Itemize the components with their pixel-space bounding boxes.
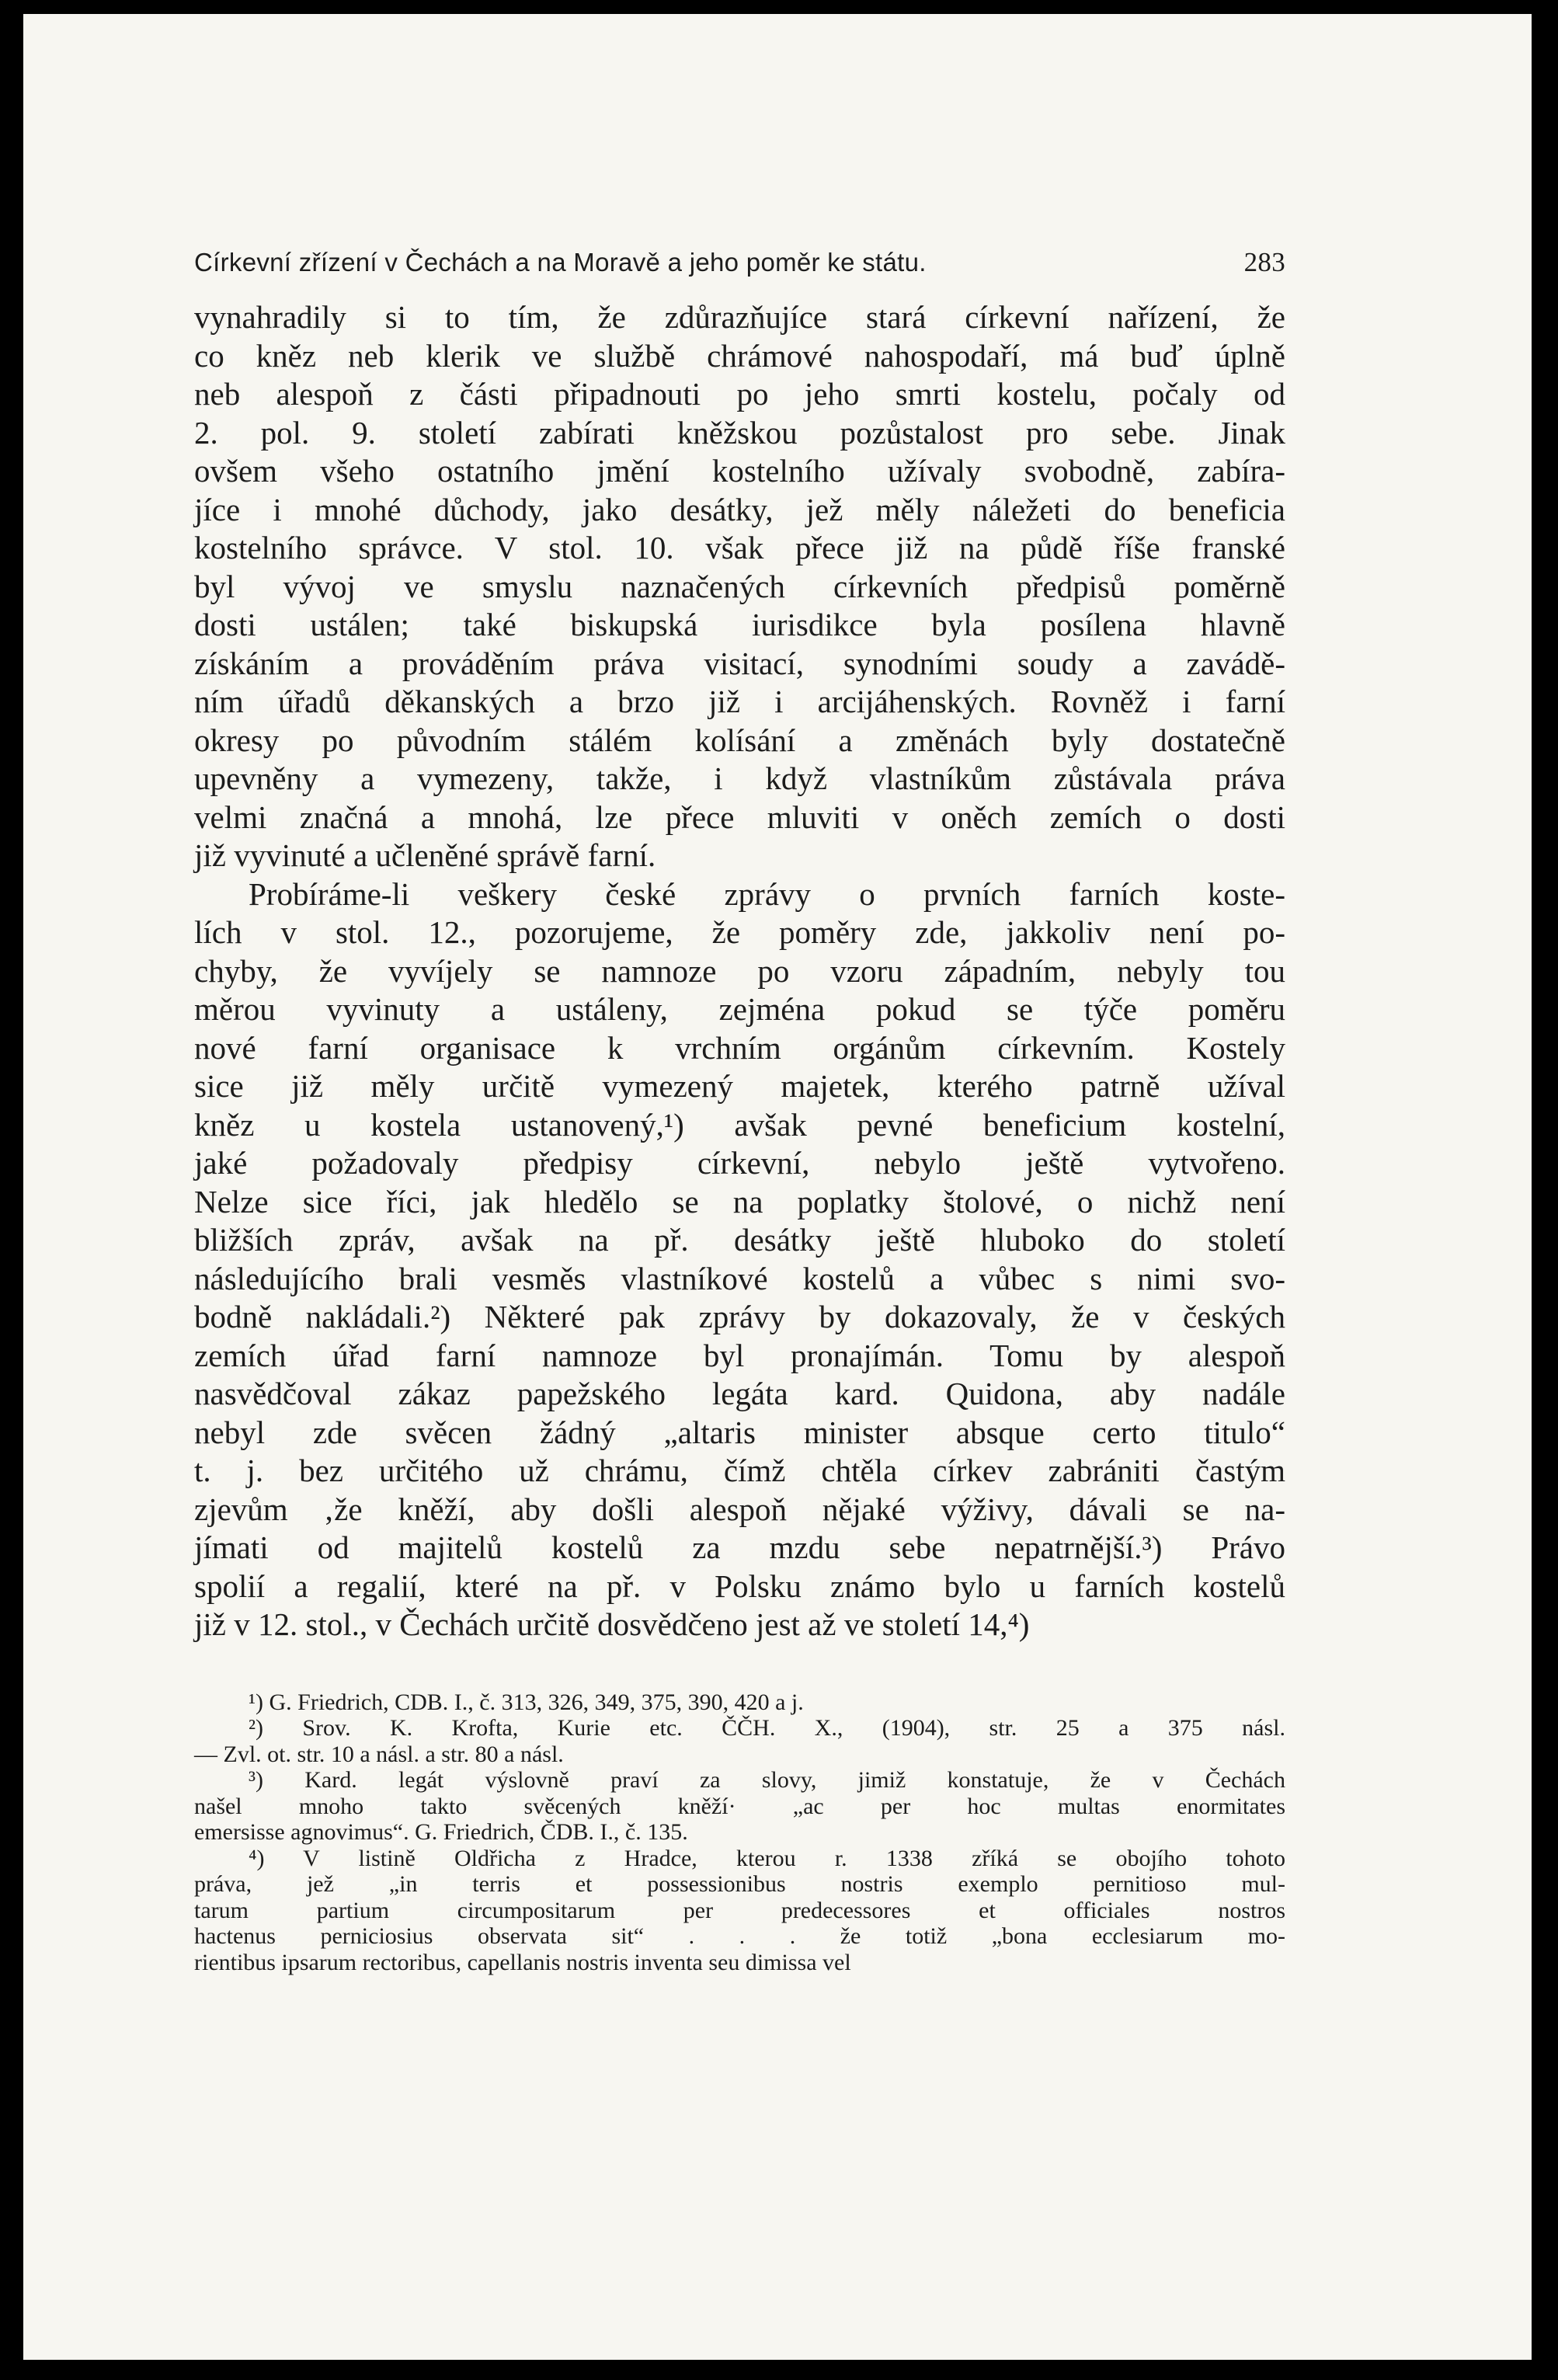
text-line: t. j. bez určitého už chrámu, čímž chtěla církev zabrániti častým bbox=[194, 1453, 1285, 1488]
text-line: následujícího brali vesměs vlastníkové kostelů a vůbec s nimi svo- bbox=[194, 1260, 1285, 1296]
text-line: nové farní organisace k vrchním orgánům církevním. Kostely bbox=[194, 1029, 1285, 1066]
text-line: již vyvinuté a učleněné správě farní. bbox=[194, 837, 656, 873]
text-line: upevněny a vymezeny, takže, i když vlastníkům zůstávala práva bbox=[194, 760, 1285, 796]
running-title: Církevní zřízení v Čechách a na Moravě a jeho poměr ke státu. bbox=[194, 248, 927, 277]
text-line: velmi značná a mnohá, lze přece mluviti v oněch zemích o dosti bbox=[194, 799, 1285, 835]
footnote-line: ³) Kard. legát výslovně praví za slovy, jimiž konstatuje, že v Čechách bbox=[249, 1767, 1285, 1793]
text-line: kněz u kostela ustanovený,¹) avšak pevné beneficium kostelní, bbox=[194, 1106, 1285, 1143]
paragraph bbox=[194, 298, 1285, 875]
footnote bbox=[194, 1767, 1285, 1846]
text-line: bližších zpráv, avšak na př. desátky ještě hluboko do století bbox=[194, 1222, 1285, 1258]
body-text bbox=[194, 298, 1285, 1644]
text-line: lích v stol. 12., pozorujeme, že poměry zde, jakkoliv není po- bbox=[194, 914, 1285, 950]
footnote-line: práva, jež „in terris et possessionibus nostris exemplo pernitioso mul- bbox=[194, 1871, 1285, 1897]
footnote-line: našel mnoho takto svěcených kněží· „ac per hoc multas enormitates bbox=[194, 1793, 1285, 1819]
text-line: ovšem všeho ostatního jmění kostelního užívaly svobodně, zabíra- bbox=[194, 453, 1285, 489]
text-line: okresy po původním stálém kolísání a změnách byly dostatečně bbox=[194, 722, 1285, 758]
text-line: 2. pol. 9. století zabírati kněžskou pozůstalost pro sebe. Jinak bbox=[194, 414, 1285, 451]
text-line: neb alespoň z části připadnouti po jeho smrti kostelu, počaly od bbox=[194, 376, 1285, 412]
running-header bbox=[194, 247, 1285, 278]
text-line: zemích úřad farní namnoze byl pronajímán. Tomu by alespoň bbox=[194, 1337, 1285, 1373]
footnote bbox=[194, 1689, 1285, 1716]
text-line: měrou vyvinuty a ustáleny, zejména pokud se týče poměru bbox=[194, 991, 1285, 1027]
paragraph bbox=[194, 875, 1285, 1644]
text-block bbox=[194, 247, 1285, 1975]
text-line: dosti ustálen; také biskupská iurisdikce byla posílena hlavně bbox=[194, 607, 1285, 642]
text-line: nasvědčoval zákaz papežského legáta kard. Quidona, aby nadále bbox=[194, 1376, 1285, 1411]
footnote-line: ²) Srov. K. Krofta, Kurie etc. ČČH. X., (1904), str. 25 a 375 násl. bbox=[249, 1715, 1285, 1741]
text-line: co kněz neb klerik ve službě chrámové nahospodaří, má buď úplně bbox=[194, 337, 1285, 374]
text-line: jaké požadovaly předpisy církevní, nebylo ještě vytvořeno. bbox=[194, 1145, 1285, 1181]
footnote-line: ¹) G. Friedrich, CDB. I., č. 313, 326, 349, 375, 390, 420 a j. bbox=[249, 1689, 804, 1715]
text-line: byl vývoj ve smyslu naznačených církevních předpisů poměrně bbox=[194, 568, 1285, 604]
footnote-line: ⁴) V listině Oldřicha z Hradce, kterou r. 1338 zříká se obojího tohoto bbox=[249, 1845, 1285, 1871]
text-line: nebyl zde svěcen žádný „altaris minister absque certo titulo“ bbox=[194, 1414, 1285, 1450]
footnote-line: hactenus perniciosius observata sit“ . . . že totiž „bona ecclesiarum mo- bbox=[194, 1923, 1285, 1949]
text-line: kostelního správce. V stol. 10. však přece již na půdě říše franské bbox=[194, 530, 1285, 565]
text-line: jíce i mnohé důchody, jako desátky, jež měly náležeti do beneficia bbox=[194, 491, 1285, 527]
footnote-line: emersisse agnovimus“. G. Friedrich, ČDB. I., č. 135. bbox=[194, 1819, 688, 1845]
text-line: bodně nakládali.²) Některé pak zprávy by dokazovaly, že v českých bbox=[194, 1299, 1285, 1334]
text-line: již v 12. stol., v Čechách určitě dosvědčeno jest až ve století 14,⁴) bbox=[194, 1606, 1030, 1642]
text-line: chyby, že vyvíjely se namnoze po vzoru západním, nebyly tou bbox=[194, 952, 1285, 989]
footnote bbox=[194, 1715, 1285, 1767]
text-line: Nelze sice říci, jak hledělo se na poplatky štolové, o nichž není bbox=[194, 1183, 1285, 1220]
text-line: spolií a regalií, které na př. v Polsku známo bylo u farních kostelů bbox=[194, 1568, 1285, 1604]
text-line: sice již měly určitě vymezený majetek, kterého patrně užíval bbox=[194, 1068, 1285, 1104]
book-page bbox=[23, 14, 1532, 2360]
footnote-line: rientibus ipsarum rectoribus, capellanis nostris inventa seu dimissa vel bbox=[194, 1949, 851, 1975]
text-line: zjevům ‚že kněží, aby došli alespoň nějaké výživy, dávali se na- bbox=[194, 1491, 1285, 1527]
text-line: vynahradily si to tím, že zdůrazňujíce stará církevní nařízení, že bbox=[194, 299, 1285, 335]
text-line: Probíráme-li veškery české zprávy o prvních farních koste- bbox=[249, 875, 1285, 912]
text-line: jímati od majitelů kostelů za mzdu sebe nepatrnější.³) Právo bbox=[194, 1529, 1285, 1565]
footnote-line: — Zvl. ot. str. 10 a násl. a str. 80 a násl. bbox=[194, 1741, 564, 1767]
page-number: 283 bbox=[1243, 247, 1285, 277]
footnote-line: tarum partium circumpositarum per predecessores et officiales nostros bbox=[194, 1897, 1285, 1923]
footnote bbox=[194, 1846, 1285, 1976]
text-line: získáním a prováděním práva visitací, synodními soudy a zavádě- bbox=[194, 645, 1285, 681]
footnotes bbox=[194, 1689, 1285, 1976]
text-line: ním úřadů děkanských a brzo již i arcijáhenských. Rovněž i farní bbox=[194, 684, 1285, 719]
